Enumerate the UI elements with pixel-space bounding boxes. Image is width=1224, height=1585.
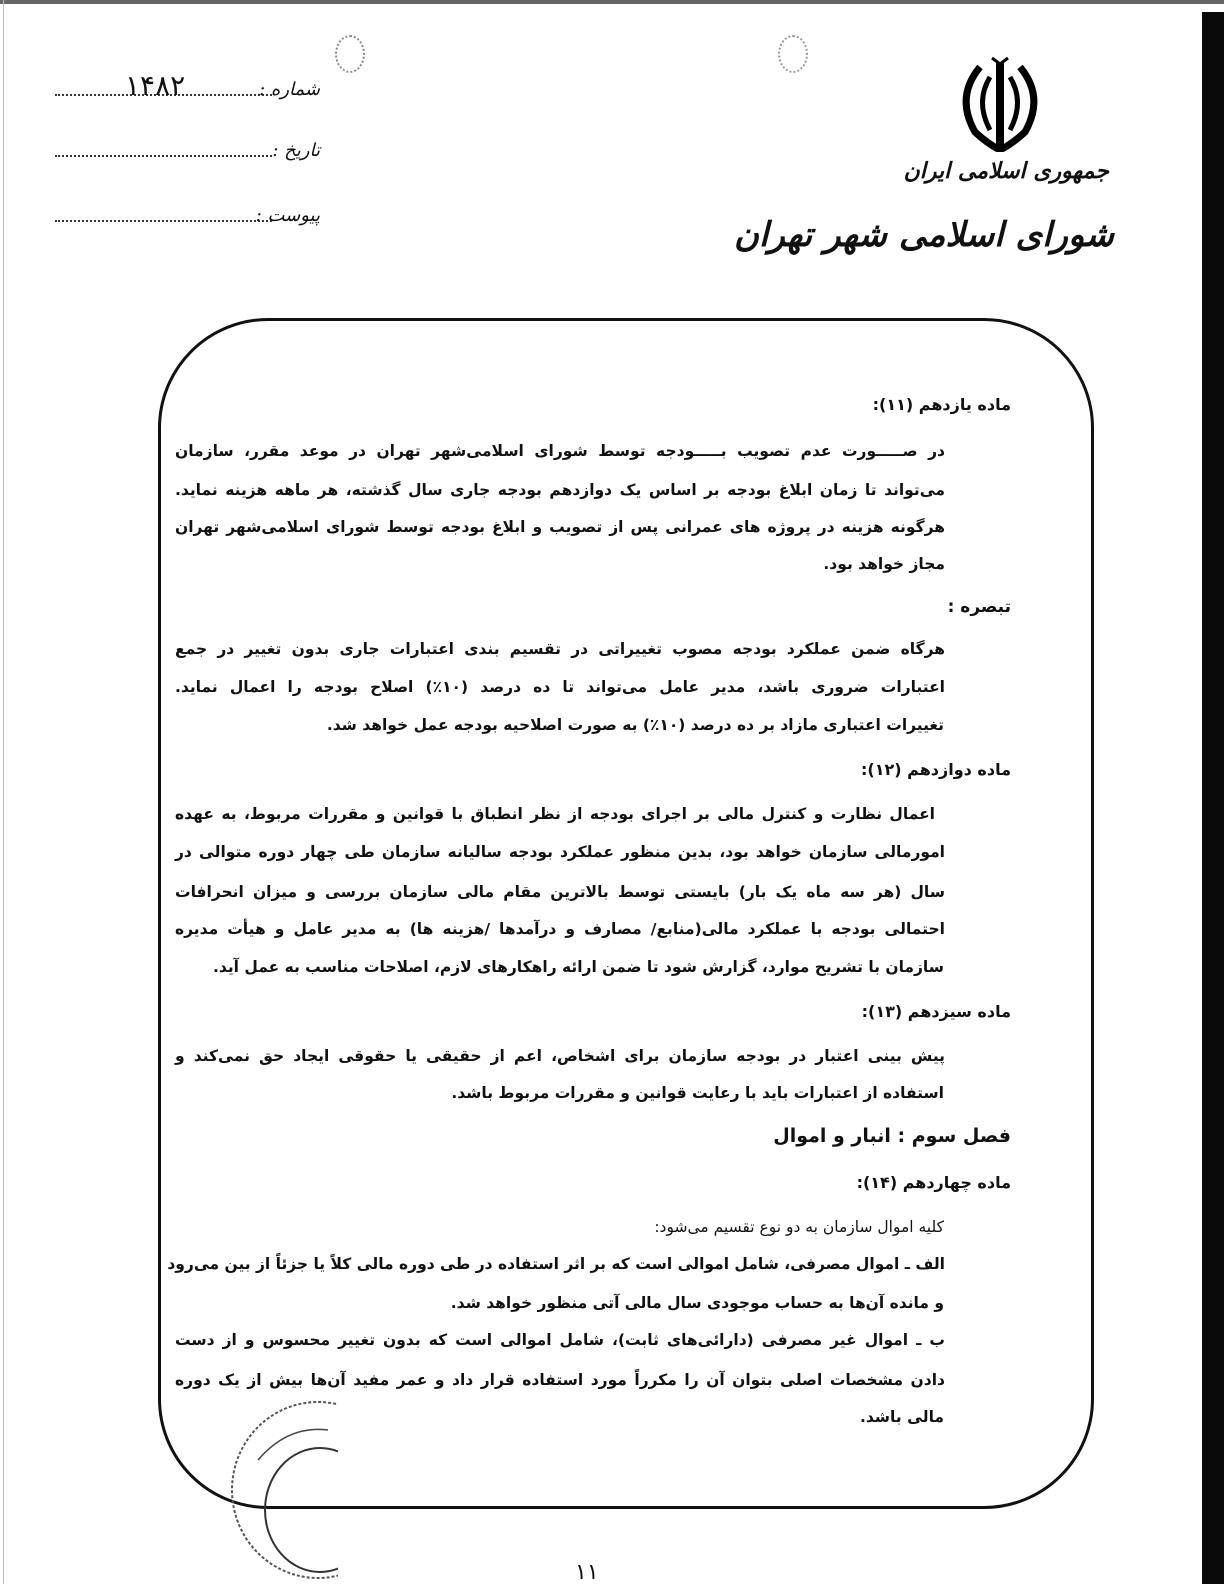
article-13-line: پیش بینی اعتبار در بودجه سازمان برای اشخاص، اعم از حقیقی یا حقوقی ایجاد حق نمی‌کند و <box>175 1047 945 1065</box>
article-13-title: ماده سیزدهم (۱۳): <box>861 1002 1011 1021</box>
date-field <box>55 133 320 163</box>
article-11-line: مجاز خواهد بود. <box>823 555 945 573</box>
chapter-3-title: فصل سوم : انبار و اموال <box>773 1125 1011 1147</box>
article-14-line: ب ـ اموال غیر مصرفی (دارائی‌های ثابت)، شامل اموالی است که بدون تغییر محسوس و از دست <box>175 1331 945 1349</box>
article-11-line: هرگونه هزینه در پروژه های عمرانی پس از تصویب و ابلاغ بودجه توسط شورای اسلامی‌شهر تهران <box>175 518 945 536</box>
iran-emblem-icon <box>950 52 1050 152</box>
scan-right-edge <box>1202 12 1224 1584</box>
article-14-title: ماده چهاردهم (۱۴): <box>856 1173 1011 1192</box>
article-11-title: ماده یازدهم (۱۱): <box>872 395 1011 414</box>
article-12-line: اعمال نظارت و کنترل مالی بر اجرای بودجه از نظر انطباق با قوانین و مقررات مربوط، به عهده <box>175 805 935 823</box>
note-title: تبصره : <box>947 597 1011 617</box>
scan-left-edge <box>3 0 4 1584</box>
article-14-line: دادن مشخصات اصلی بتوان آن را مکرراً مورد استفاده قرار داد و عمر مفید آن‌ها بیش از یک دوره <box>175 1371 945 1389</box>
republic-title: جمهوری اسلامی ایران <box>903 158 1109 184</box>
scan-top-edge <box>0 0 1224 4</box>
article-12-title: ماده دوازدهم (۱۲): <box>861 760 1011 779</box>
page-number: ۱۱ <box>575 1560 599 1585</box>
article-11-line: می‌تواند تا زمان ابلاغ بودجه بر اساس یک دوازدهم بودجه جاری سال گذشته، هر ماهه هزینه نماید. <box>175 481 945 499</box>
dotted-line <box>55 220 272 222</box>
punch-hole-mark <box>335 35 365 73</box>
article-14-line: مالی باشد. <box>859 1408 944 1426</box>
article-14-line: الف ـ اموال مصرفی، شامل اموالی است که بر اثر استفاده در طی دوره مالی کلاً یا جزئاً از بین می‌رود <box>167 1255 945 1273</box>
council-title: شورای اسلامی شهر تهران <box>733 215 1114 255</box>
attachment-label: پیوست : <box>255 205 320 226</box>
date-label: تاریخ : <box>272 140 320 161</box>
article-12-line: سازمان با تشریح موارد، گزارش شود تا ضمن ارائه راهکارهای لازم، اصلاحات مناسب به عمل آید. <box>212 958 944 976</box>
number-field <box>55 69 320 102</box>
number-value: ۱۴۸۲ <box>125 69 186 102</box>
number-label: شماره : <box>259 79 320 100</box>
article-12-line: امورمالی سازمان خواهد بود، بدین منظور عملکرد بودجه سالیانه سازمان طی چهار دوره متوالی در <box>175 843 945 861</box>
article-14-line: و مانده آن‌ها به حساب موجودی سال مالی آتی منظور خواهد شد. <box>450 1294 944 1312</box>
council-seal-stamp <box>228 1400 338 1584</box>
article-13-line: استفاده از اعتبارات باید با رعایت قوانین و مقررات مربوط باشد. <box>451 1084 944 1102</box>
note-line: تغییرات اعتباری مازاد بر ده درصد (۱۰٪) به صورت اصلاحیه بودجه عمل خواهد شد. <box>326 716 944 734</box>
dotted-line <box>55 155 272 157</box>
article-12-line: سال (هر سه ماه یک بار) بایستی توسط بالاترین مقام مالی سازمان بررسی و میزان انحرافات <box>175 883 945 901</box>
attachment-field <box>55 198 320 228</box>
note-line: اعتبارات ضروری باشد، مدیر عامل می‌تواند تا ده درصد (۱۰٪) اصلاح بودجه را اعمال نماید. <box>175 678 945 696</box>
punch-hole-mark <box>778 35 808 73</box>
article-11-line: در صـــــورت عدم تصویب بـــــودجه توسط شورای اسلامی‌شهر تهران در موعد مقرر، سازمان <box>175 442 945 460</box>
note-line: هرگاه ضمن عملکرد بودجه مصوب تغییراتی در تقسیم بندی اعتبارات جاری بدون تغییر در جمع <box>175 640 945 658</box>
article-12-line: احتمالی بودجه با عملکرد مالی(منابع/ مصارف و درآمدها /هزینه ها) به مدیر عامل و هیأت مدیره <box>175 920 945 938</box>
article-14-line: کلیه اموال سازمان به دو نوع تقسیم می‌شود: <box>654 1218 944 1236</box>
